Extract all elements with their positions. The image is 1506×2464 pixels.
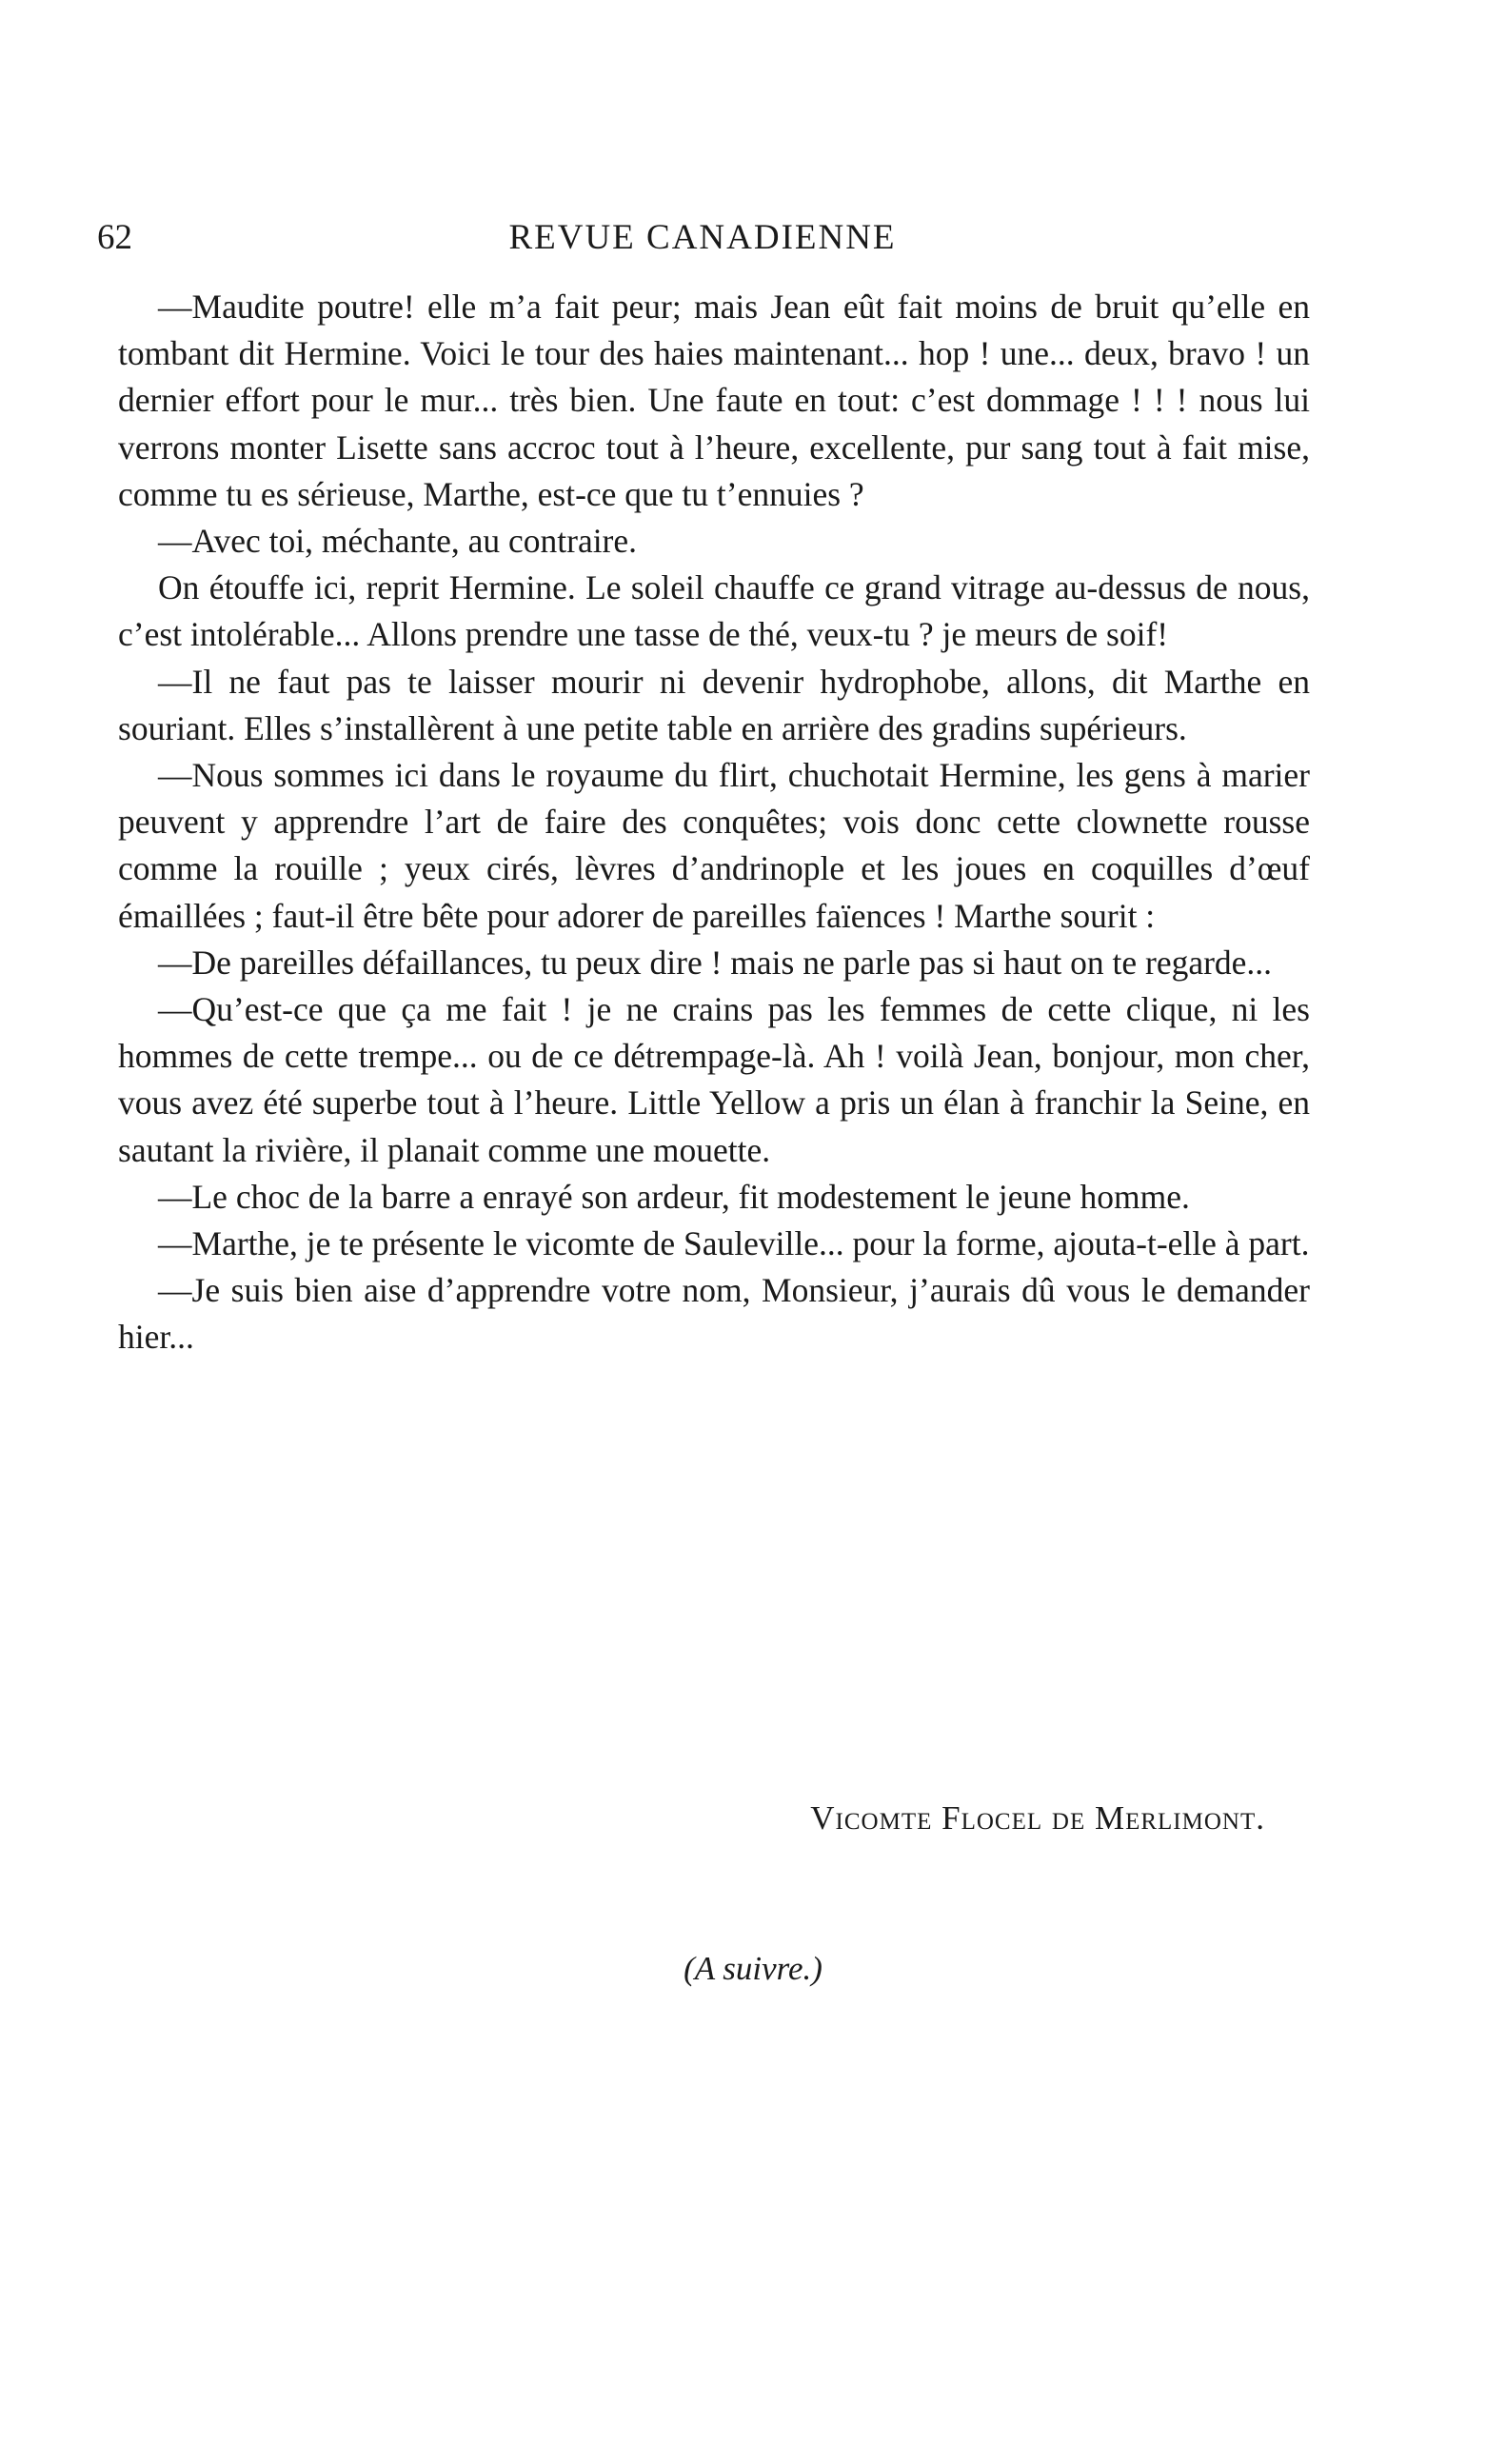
paragraph: On étouffe ici, reprit Hermine. Le soleil chauffe ce grand vitrage au-dessus de nous, c’est intolérable... Allons prendre une tasse de thé, veux-tu ? je meurs de soif!	[118, 568, 1310, 654]
body-text	[118, 284, 1310, 1361]
paragraph: —Je suis bien aise d’apprendre votre nom, Monsieur, j’aurais dû vous le demander hier...	[118, 1271, 1310, 1357]
paragraph: —Qu’est-ce que ça me fait ! je ne crains pas les femmes de cette clique, ni les hommes de cette trempe... ou de ce détrempage-là. Ah ! voilà Jean, bonjour, mon cher, vous avez été superbe tout à l’heure. Little Yellow a pris un élan à franchir la Seine, en sautant la rivière, il planait comme une mouette.	[118, 990, 1310, 1169]
paragraph: —De pareilles défaillances, tu peux dire ! mais ne parle pas si haut on te regarde...	[158, 943, 1273, 982]
journal-title: REVUE CANADIENNE	[508, 218, 897, 257]
paragraph: —Avec toi, méchante, au contraire.	[158, 522, 638, 561]
running-head	[97, 217, 1308, 263]
author-signature: Vicomte Flocel de Merlimont.	[810, 1799, 1265, 1837]
paragraph: —Le choc de la barre a enrayé son ardeur, fit modestement le jeune homme.	[158, 1177, 1190, 1216]
paragraph: —Maudite poutre! elle m’a fait peur; mais Jean eût fait moins de bruit qu’elle en tombant dit Hermine. Voici le tour des haies maintenant... hop ! une... deux, bravo ! un dernier effort pour le mur... très bien. Une faute en tout: c’est dommage ! ! ! nous lui verrons monter Lisette sans accroc tout à l’heure, excellente, pur sang tout à fait mise, comme tu es sérieuse, Marthe, est-ce que tu t’ennuies ?	[118, 288, 1310, 513]
page-number: 62	[97, 218, 132, 257]
to-be-continued: (A suivre.)	[684, 1950, 822, 1987]
paragraph: —Il ne faut pas te laisser mourir ni devenir hydrophobe, allons, dit Marthe en souriant. Elles s’installèrent à une petite table en arrière des gradins supérieurs.	[118, 662, 1310, 747]
paragraph: —Marthe, je te présente le vicomte de Sauleville... pour la forme, ajouta-t-elle à part.	[158, 1224, 1310, 1263]
paragraph: —Nous sommes ici dans le royaume du flirt, chuchotait Hermine, les gens à marier peuvent y apprendre l’art de faire des conquêtes; vois donc cette clownette rousse comme la rouille ; yeux cirés, lèvres d’andrinople et les joues en coquilles d’œuf émaillées ; faut-il être bête pour adorer de pareilles faïences ! Marthe sourit :	[118, 756, 1310, 935]
